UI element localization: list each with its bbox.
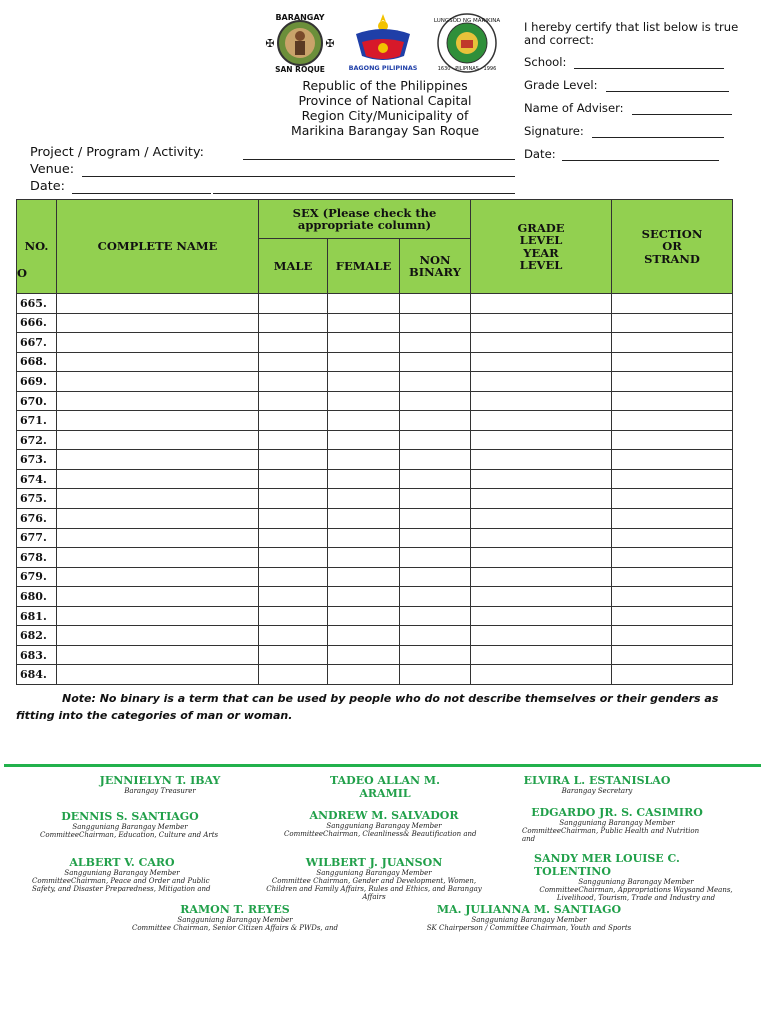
official-caro [32,856,212,893]
table-row [17,469,733,489]
table-row [17,665,733,685]
cell-female[interactable] [328,333,400,353]
official-casimiro [522,806,712,843]
cell-name[interactable] [57,567,259,587]
cell-name[interactable] [57,665,259,685]
adviser-field[interactable] [632,114,732,115]
official-committee: SK Chairperson / Committee Chairman, Youth and Sports [426,924,632,932]
barangay-seal-bottom-text: SAN ROQUE [275,65,325,74]
header-line: Marikina Barangay San Roque [290,123,480,138]
cell-female[interactable] [328,587,400,607]
cell-section[interactable] [612,333,733,353]
official-position: Sangguniang Barangay Member [578,878,694,886]
marikina-seal-top-text: LUNGSOD NG MARIKINA [433,18,501,24]
official-position: Sangguniang Barangay Member [316,869,432,877]
row-number: 683. [17,645,57,665]
official-position: Sangguniang Barangay Member [559,819,675,827]
header-line: Province of National Capital [298,93,472,108]
cell-name[interactable] [57,626,259,646]
official-committee: CommitteeChairman, Education, Culture and Arts [40,831,219,839]
official-name: ALBERT V. CARO [69,856,175,869]
svg-text:✠: ✠ [265,37,275,50]
cell-name[interactable] [57,548,259,568]
cell-name[interactable] [57,430,259,450]
svg-text:✠: ✠ [325,37,335,50]
cell-name[interactable] [57,352,259,372]
cell-female[interactable] [328,294,400,314]
table-row [17,587,733,607]
cell-grade[interactable] [471,313,612,333]
cell-section[interactable] [612,411,733,431]
cell-male[interactable] [259,450,328,470]
cell-section[interactable] [612,313,733,333]
cell-name[interactable] [57,587,259,607]
official-name: DENNIS S. SANTIAGO [61,810,199,823]
official-juanson [256,856,492,901]
cell-grade[interactable] [471,626,612,646]
non-binary-header: NON BINARY [400,239,471,294]
row-number: 674. [17,469,57,489]
cell-female[interactable] [328,509,400,529]
cell-name[interactable] [57,333,259,353]
cell-name[interactable] [57,372,259,392]
official-name: TADEO ALLAN M. ARAMIL [330,774,440,800]
cell-female[interactable] [328,548,400,568]
official-name: ANDREW M. SALVADOR [309,809,459,822]
row-number: 684. [17,665,57,685]
official-santiago [40,810,220,839]
cell-female[interactable] [328,606,400,626]
cell-name[interactable] [57,469,259,489]
cell-male[interactable] [259,489,328,509]
cell-section[interactable] [612,450,733,470]
cell-male[interactable] [259,548,328,568]
cell-male[interactable] [259,294,328,314]
cell-male[interactable] [259,567,328,587]
cell-grade[interactable] [471,469,612,489]
cell-female[interactable] [328,313,400,333]
table-row [17,489,733,509]
official-position: Sangguniang Barangay Member [64,869,180,877]
marikina-seal-bottom-text: 1630 · PILIPINAS · 1996 [437,66,497,72]
cell-name[interactable] [57,489,259,509]
row-number: 675. [17,489,57,509]
row-number: 672. [17,430,57,450]
cell-non-binary[interactable] [400,294,471,314]
cell-section[interactable] [612,606,733,626]
row-number: 678. [17,548,57,568]
barangay-seal-top-text: BARANGAY [275,13,325,22]
row-number: 666. [17,313,57,333]
bagong-pilipinas-logo [348,12,418,74]
cell-section[interactable] [612,430,733,450]
attendance-table [16,199,733,685]
cell-non-binary[interactable] [400,469,471,489]
certification-block [524,21,749,164]
no-header-extra: O [17,266,28,280]
cell-non-binary[interactable] [400,352,471,372]
project-field[interactable] [243,159,515,160]
note-text: Note: No binary is a term that can be used by people who do not describe themselves or their genders as fitting into the categories of man or woman. [16,692,719,722]
date-field-a[interactable] [72,193,211,194]
cell-non-binary[interactable] [400,489,471,509]
official-name: MA. JULIANNA M. SANTIAGO [436,903,622,916]
cell-female[interactable] [328,430,400,450]
cell-male[interactable] [259,528,328,548]
cell-male[interactable] [259,411,328,431]
official-name: JENNIELYN T. IBAY [99,774,221,787]
cell-male[interactable] [259,352,328,372]
row-number: 671. [17,411,57,431]
date-field-b[interactable] [213,193,515,194]
cell-male[interactable] [259,333,328,353]
green-divider [4,764,761,767]
table-row [17,645,733,665]
cell-non-binary[interactable] [400,411,471,431]
row-number: 676. [17,509,57,529]
table-row [17,626,733,646]
official-treasurer [70,774,250,795]
cell-male[interactable] [259,626,328,646]
cell-name[interactable] [57,509,259,529]
venue-label: Venue: [30,162,75,177]
cell-name[interactable] [57,528,259,548]
official-name: ELVIRA L. ESTANISLAO [523,774,671,787]
cell-non-binary[interactable] [400,509,471,529]
cell-grade[interactable] [471,430,612,450]
cell-female[interactable] [328,469,400,489]
cell-grade[interactable] [471,352,612,372]
cell-grade[interactable] [471,665,612,685]
cell-male[interactable] [259,313,328,333]
cell-grade[interactable] [471,528,612,548]
cell-section[interactable] [612,469,733,489]
cell-female[interactable] [328,391,400,411]
official-name: WILBERT J. JUANSON [305,856,443,869]
signature-field[interactable] [592,137,724,138]
cell-non-binary[interactable] [400,430,471,450]
cell-grade[interactable] [471,391,612,411]
official-name: RAMON T. REYES [180,903,290,916]
cell-name[interactable] [57,411,259,431]
cell-female[interactable] [328,665,400,685]
row-number: 680. [17,587,57,607]
row-number: 665. [17,294,57,314]
table-row [17,430,733,450]
table-row [17,372,733,392]
row-number: 681. [17,606,57,626]
cell-section[interactable] [612,548,733,568]
table-row [17,294,733,314]
official-secretary [512,774,682,795]
cell-name[interactable] [57,391,259,411]
cell-non-binary[interactable] [400,372,471,392]
official-reyes [130,903,340,932]
row-number: 670. [17,391,57,411]
cell-non-binary[interactable] [400,548,471,568]
cell-male[interactable] [259,665,328,685]
cell-non-binary[interactable] [400,665,471,685]
cell-non-binary[interactable] [400,567,471,587]
table-row [17,509,733,529]
official-aramil [320,774,450,800]
row-number: 669. [17,372,57,392]
cell-male[interactable] [259,469,328,489]
cell-name[interactable] [57,294,259,314]
cell-female[interactable] [328,372,400,392]
cell-non-binary[interactable] [400,528,471,548]
cell-non-binary[interactable] [400,626,471,646]
cell-name[interactable] [57,450,259,470]
cell-grade[interactable] [471,450,612,470]
cell-section[interactable] [612,567,733,587]
official-position: Barangay Treasurer [124,787,196,795]
cell-grade[interactable] [471,645,612,665]
cell-non-binary[interactable] [400,606,471,626]
cell-grade[interactable] [471,509,612,529]
male-header: MALE [259,239,328,294]
cell-male[interactable] [259,430,328,450]
bagong-pilipinas-text: BAGONG PILIPINAS [348,64,418,72]
row-number: 668. [17,352,57,372]
barangay-san-roque-seal [262,12,338,74]
cell-grade[interactable] [471,548,612,568]
grade-level-field[interactable] [606,91,729,92]
cell-name[interactable] [57,645,259,665]
cell-name[interactable] [57,313,259,333]
cell-section[interactable] [612,626,733,646]
row-number: 677. [17,528,57,548]
certification-intro: I hereby certify that list below is true and correct: [524,20,739,47]
official-julianna-santiago [420,903,638,932]
cell-section[interactable] [612,587,733,607]
school-field[interactable] [574,68,724,69]
non-binary-note [16,690,736,724]
cert-date-label: Date: [524,147,556,161]
row-number: 682. [17,626,57,646]
header-line: Region City/Municipality of [301,108,469,123]
female-header: FEMALE [328,239,400,294]
date-label: Date: [30,179,65,194]
table-row [17,567,733,587]
table-row [17,391,733,411]
cell-section[interactable] [612,372,733,392]
complete-name-header: COMPLETE NAME [57,200,259,294]
official-name: EDGARDO JR. S. CASIMIRO [531,806,703,819]
official-position: Sangguniang Barangay Member [326,822,442,830]
table-row [17,606,733,626]
cell-female[interactable] [328,645,400,665]
cell-grade[interactable] [471,411,612,431]
official-committee: CommitteeChairman, Public Health and Nutrition and [522,827,700,843]
cell-section[interactable] [612,645,733,665]
cell-section[interactable] [612,352,733,372]
official-committee: CommitteeChairman, Peace and Order and Public Safety, and Disaster Preparedness, Mitigation and [32,877,211,893]
cell-non-binary[interactable] [400,313,471,333]
table-row [17,528,733,548]
cell-non-binary[interactable] [400,333,471,353]
official-salvador [284,809,484,838]
cell-female[interactable] [328,489,400,509]
cell-non-binary[interactable] [400,645,471,665]
cell-male[interactable] [259,391,328,411]
sex-header: SEX (Please check the appropriate column) [259,200,471,239]
official-position: Sangguniang Barangay Member [471,916,587,924]
row-number: 679. [17,567,57,587]
project-block [30,145,520,196]
cell-non-binary[interactable] [400,450,471,470]
grade-level-label: Grade Level: [524,78,598,92]
cell-female[interactable] [328,567,400,587]
official-committee: CommitteeChairman, Cleanliness& Beautification and [284,830,477,838]
official-committee: Committee Chairman, Gender and Development, Women, Children and Family Affairs, Rules and Ethics, and Barangay Affairs [266,877,482,901]
table-row [17,313,733,333]
cell-grade[interactable] [471,489,612,509]
cell-section[interactable] [612,489,733,509]
cert-date-field[interactable] [562,160,719,161]
table-row [17,352,733,372]
venue-field[interactable] [82,176,515,177]
adviser-label: Name of Adviser: [524,101,624,115]
cell-male[interactable] [259,645,328,665]
official-name: SANDY MER LOUISE C. TOLENTINO [534,852,680,878]
cell-section[interactable] [612,665,733,685]
cell-name[interactable] [57,606,259,626]
cell-female[interactable] [328,528,400,548]
table-row [17,450,733,470]
signature-label: Signature: [524,124,584,138]
cell-section[interactable] [612,391,733,411]
cell-section[interactable] [612,509,733,529]
attendance-rows [17,294,733,685]
cell-male[interactable] [259,372,328,392]
cell-grade[interactable] [471,567,612,587]
cell-non-binary[interactable] [400,587,471,607]
table-row [17,548,733,568]
school-label: School: [524,55,567,69]
cell-grade[interactable] [471,606,612,626]
official-position: Sangguniang Barangay Member [72,823,188,831]
row-number: 667. [17,333,57,353]
cell-female[interactable] [328,411,400,431]
cell-female[interactable] [328,352,400,372]
cell-male[interactable] [259,587,328,607]
project-label: Project / Program / Activity: [30,145,204,160]
marikina-city-seal [432,12,502,74]
cell-female[interactable] [328,450,400,470]
official-committee: CommitteeChairman, Appropriations Waysand Means, Livelihood, Tourism, Trade and Industry and [539,886,733,902]
official-committee: Committee Chairman, Senior Citizen Affairs & PWDs, and [131,924,339,932]
cell-non-binary[interactable] [400,391,471,411]
cell-grade[interactable] [471,587,612,607]
cell-female[interactable] [328,626,400,646]
section-header: SECTION OR STRAND [612,200,733,294]
cell-section[interactable] [612,294,733,314]
cell-male[interactable] [259,509,328,529]
row-number: 673. [17,450,57,470]
official-position: Sangguniang Barangay Member [177,916,293,924]
table-row [17,333,733,353]
grade-level-header: GRADE LEVEL YEAR LEVEL [471,200,612,294]
cell-section[interactable] [612,528,733,548]
official-tolentino [534,852,738,902]
logo-group [262,12,512,74]
no-header: NO. O [17,200,57,294]
cell-male[interactable] [259,606,328,626]
header-address [270,78,500,138]
cell-grade[interactable] [471,294,612,314]
cell-grade[interactable] [471,372,612,392]
cell-grade[interactable] [471,333,612,353]
official-position: Barangay Secretary [561,787,633,795]
table-row [17,411,733,431]
header-line: Republic of the Philippines [302,78,468,93]
